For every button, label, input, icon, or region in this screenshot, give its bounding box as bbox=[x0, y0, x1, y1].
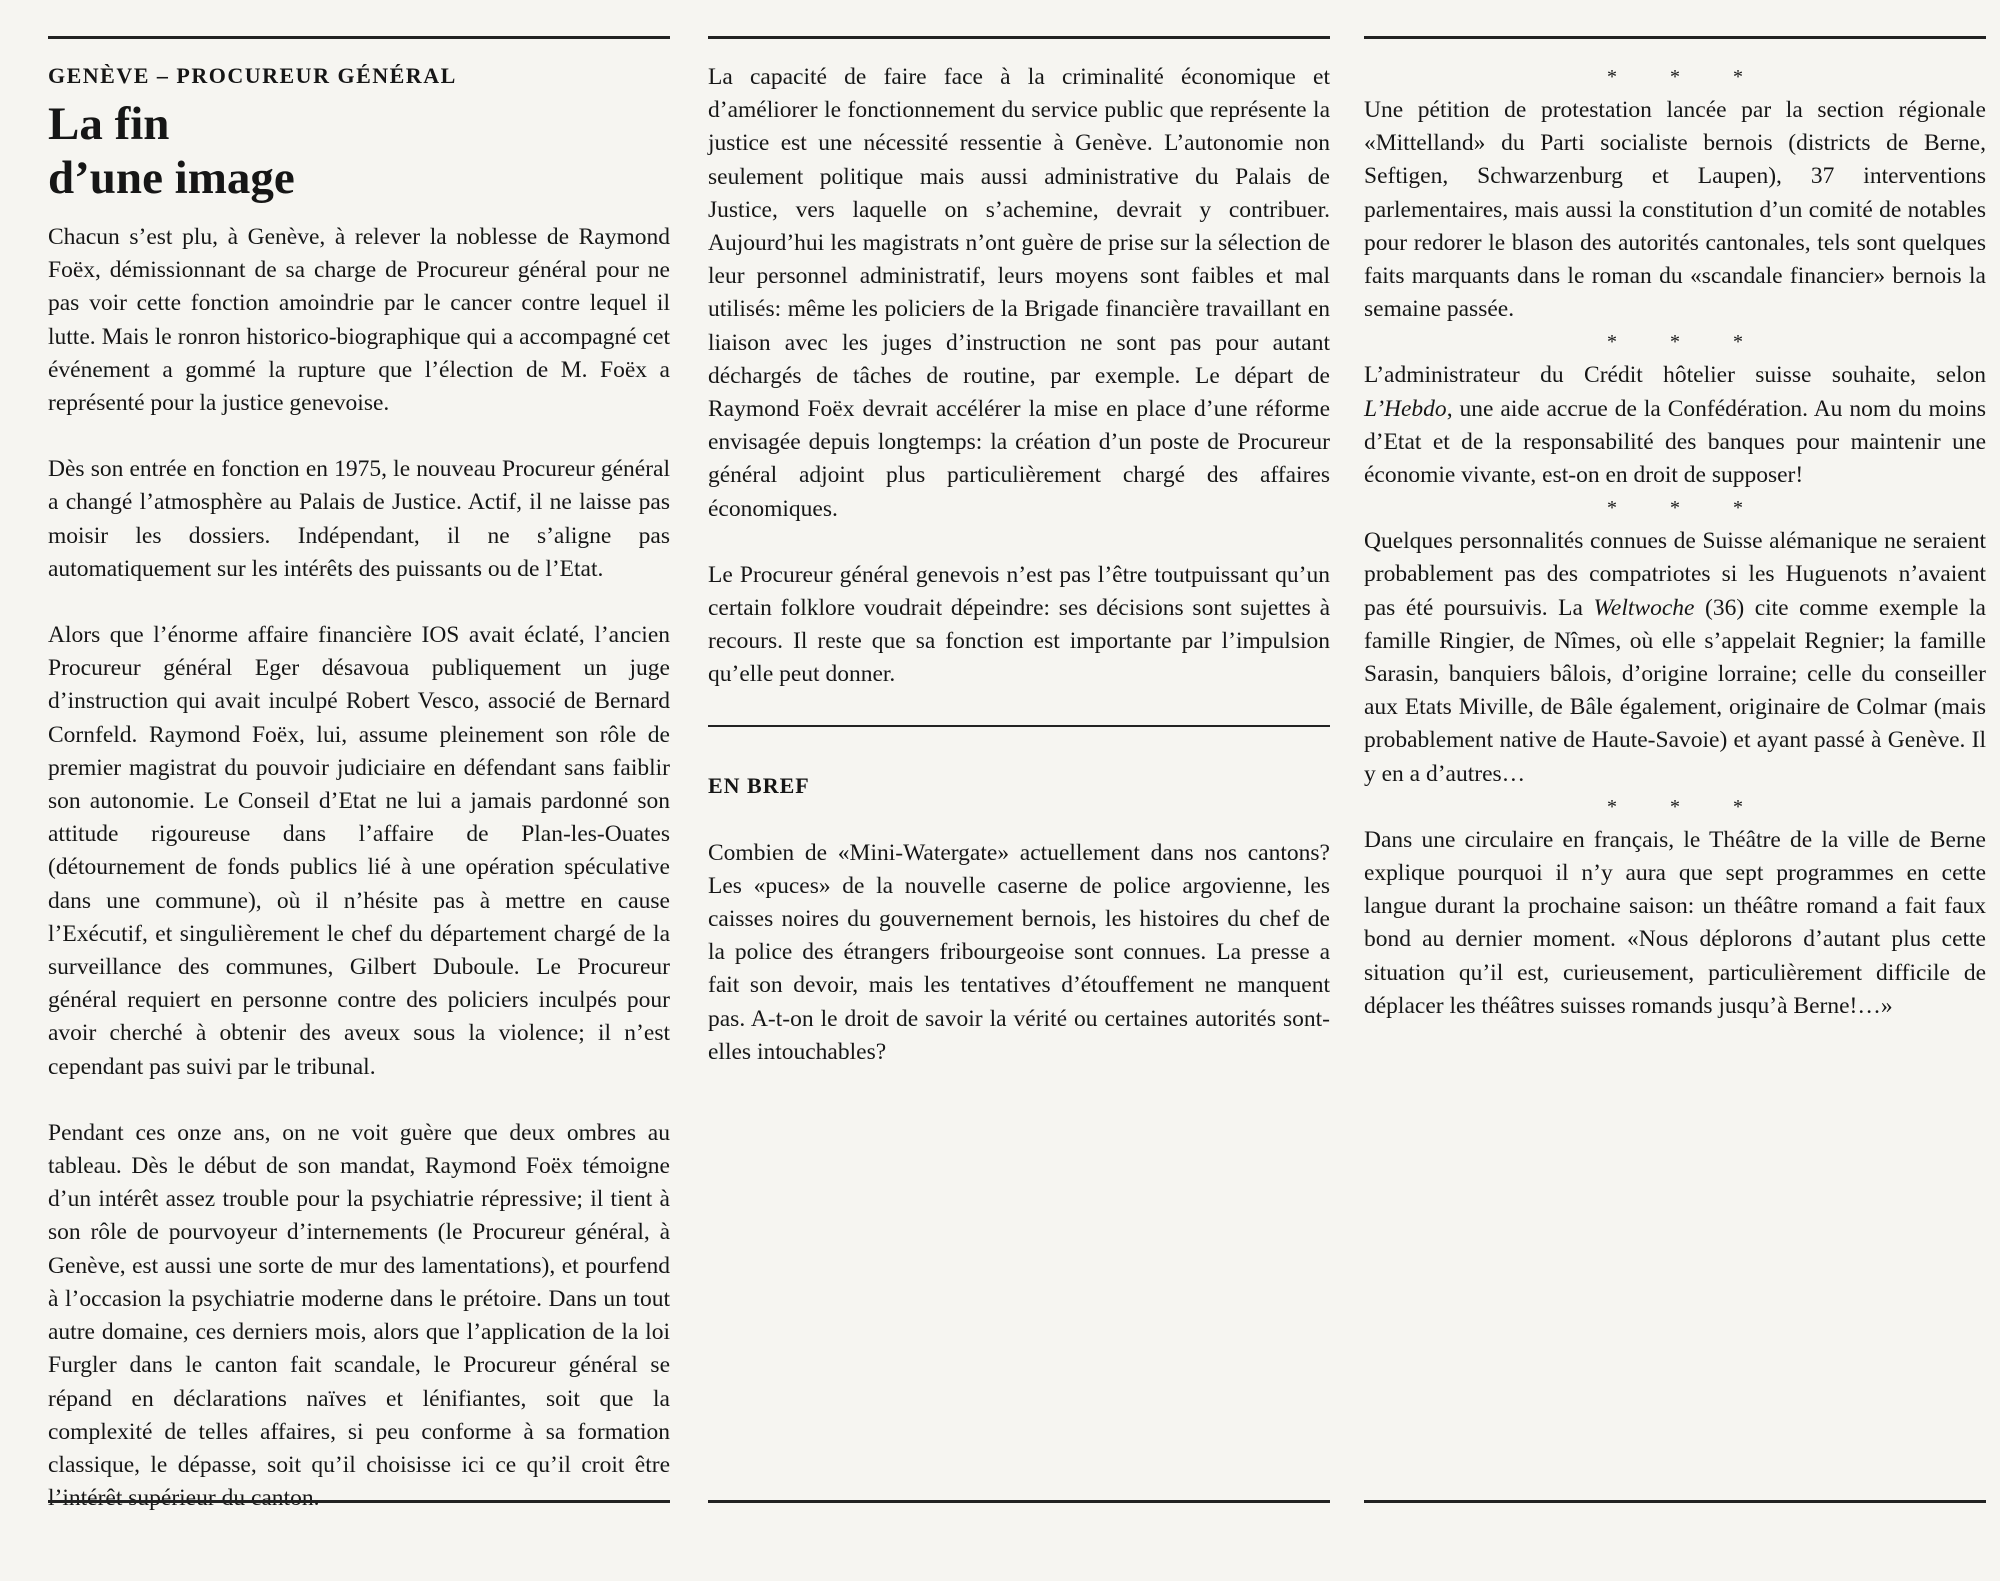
bref-item-3-text: L’administrateur du Crédit hôtelier suisse souhaite, selon bbox=[1364, 362, 1986, 389]
column-1 bbox=[48, 36, 670, 1548]
publication-name: L’Hebdo bbox=[1364, 395, 1447, 422]
title-line-1: La fin bbox=[48, 98, 170, 150]
title-line-2: d’une image bbox=[48, 152, 295, 204]
bref-heading: EN BREF bbox=[708, 772, 810, 798]
column-2 bbox=[708, 36, 1330, 1102]
asterism-separator: * * * bbox=[1607, 66, 1767, 88]
article-paragraph-6: Le Procureur général genevois n’est pas l’être toutpuissant qu’un certain folklore voudrait dépeindre: ses décisions sont sujettes à recours. Il reste que sa fonction est importante par l’impulsion qu’elle peut donner. bbox=[708, 561, 1330, 688]
article-paragraph-3: Alors que l’énorme affaire financière IOS avait éclaté, l’ancien Procureur général Eger désavoua publiquement un juge d’instruction qui avait inculpé Robert Vesco, associé de Bernard Cornfeld. Raymond Foëx, lui, assume pleinement son rôle de premier magistrat du pouvoir judiciaire en défendant sans faiblir son autonomie. Le Conseil d’Etat ne lui a jamais pardonné son attitude rigoureuse dans l’affaire de Plan-les-Ouates (détournement de fonds publics lié à une opération spéculative dans une commune), où il n’hésite pas à mettre en cause l’Exécutif, et singulièrement le chef du département chargé de la surveillance des communes, Gilbert Duboule. Le Procureur général requiert en personne contre des policiers inculpés pour avoir cherché à obtenir des aveux sous la violence; il n’est cependant pas suivi par le tribunal. bbox=[48, 622, 670, 1080]
bref-item-3-text-end: , une aide accrue de la Confédération. Au nom du moins d’Etat et de la responsabilité des banques pour maintenir une économie vivante, est-on en droit de supposer! bbox=[1364, 395, 1986, 489]
article-title bbox=[48, 97, 670, 205]
bref-item-2: Une pétition de protestation lancée par la section régionale «Mittelland» du Parti socialiste bernois (districts de Berne, Seftigen, Schwarzenburg et Laupen), 37 interventions parlementaires, mais aussi la constitution d’un comité de notables pour redorer le blason des autorités cantonales, tels sont quelques faits marquants dans le roman du «scandale financier» bernois la semaine passée. bbox=[1364, 97, 1986, 323]
bref-item-5: Dans une circulaire en français, le Théâtre de la ville de Berne explique pourquoi il n’y aura que sept programmes en cette langue durant la prochaine saison: un théâtre romand a fait faux bond au dernier moment. «Nous déplorons d’autant plus cette situation qu’il est, curieusement, particulièrement difficile de déplacer les théâtres suisses romands jusqu’à Berne!…» bbox=[1364, 826, 1986, 1019]
bref-item-1: Combien de «Mini-Watergate» actuellement dans nos cantons? Les «puces» de la nouvelle caserne de police argovienne, les caisses noires du gouvernement bernois, les histoires du chef de la police des étrangers fribourgeoise sont connues. La presse a fait son devoir, mais les tentatives d’étouffement ne manquent pas. A-t-on le droit de savoir la vérité ou certaines autorités sont-elles intouchables? bbox=[708, 839, 1330, 1065]
top-rule bbox=[708, 36, 1330, 39]
column-3 bbox=[1364, 36, 1986, 1023]
asterism-separator: * * * bbox=[1607, 331, 1767, 354]
bref-item-4-text: Quelques personnalités connues de Suisse alémanique ne seraient probablement pas des compatriotes si les Huguenots n’avaient pas été poursuivis. La bbox=[1364, 528, 1986, 621]
bref-item-4-text-end: (36) cite comme exemple la famille Ringier, de Nîmes, où elle s’appelait Regnier; la famille Sarasin, banquiers bâlois, d’origine lorraine; celle du conseiller aux Etats Miville, de Bâle également, originaire de Colmar (mais probablement native de Haute-Savoie) et ayant passé à Genève. Il y en a d’autres… bbox=[1364, 594, 1986, 787]
bottom-rule bbox=[1364, 1500, 1986, 1503]
article-paragraph-4: Pendant ces onze ans, on ne voit guère que deux ombres au tableau. Dès le début de son mandat, Raymond Foëx témoigne d’un intérêt assez trouble pour la psychiatrie répressive; il tient à son rôle de pourvoyeur d’internements (le Procureur général, à Genève, est aussi une sorte de mur des lamentations), et pourfend à l’occasion la psychiatrie moderne dans le prétoire. Dans un tout autre domaine, ces derniers mois, alors que l’application de la loi Furgler dans le canton fait scandale, le Procureur général se répand en déclarations naïves et lénifiantes, soit que la complexité de telles affaires, si peu conforme à sa formation classique, le dépasse, soit qu’il choisisse ici ce qu’il croit être l’intérêt supérieur du canton. bbox=[48, 1119, 670, 1512]
article-paragraph-2: Dès son entrée en fonction en 1975, le nouveau Procureur général a changé l’atmosphère au Palais de Justice. Actif, il ne laisse pas moisir les dossiers. Indépendant, il ne s’aligne pas automatiquement sur les intérêts des puissants ou de l’Etat. bbox=[48, 456, 670, 582]
bottom-rule bbox=[708, 1500, 1330, 1503]
article-kicker: GENÈVE – PROCUREUR GÉNÉRAL bbox=[48, 63, 457, 88]
article-paragraph-5: La capacité de faire face à la criminalité économique et d’améliorer le fonctionnement du service public que représente la justice est une nécessité ressentie à Genève. L’autonomie non seulement politique mais aussi administrative du Palais de Justice, vers laquelle on s’achemine, devrait y contribuer. Aujourd’hui les magistrats n’ont guère de prise sur la sélection de leur personnel administratif, leurs moyens sont faibles et mal utilisés: même les policiers de la Brigade financière travaillant en liaison avec les juges d’instruction ne sont pas pour autant déchargés de tâches de routine, par exemple. Le départ de Raymond Foëx devrait accélérer la mise en place d’une réforme envisagée depuis longtemps: la création d’un poste de Procureur général adjoint plus particulièrement chargé des affaires économiques. bbox=[708, 64, 1330, 522]
asterism-separator: * * * bbox=[1607, 795, 1767, 818]
section-divider bbox=[708, 725, 1330, 727]
top-rule bbox=[48, 36, 670, 39]
asterism-separator: * * * bbox=[1607, 497, 1767, 520]
bref-item-4 bbox=[1364, 525, 1986, 791]
bottom-rule bbox=[48, 1500, 670, 1503]
bref-item-3 bbox=[1364, 359, 1986, 492]
article-paragraph-1: Chacun s’est plu, à Genève, à relever la noblesse de Raymond Foëx, démissionnant de sa charge de Procureur général pour ne pas voir cette fonction amoindrie par le cancer contre lequel il lutte. Mais le ronron historico-biographique qui a accompagné cet événement a gommé la rupture que l’élection de M. Foëx a représenté pour la justice genevoise. bbox=[48, 224, 670, 417]
top-rule bbox=[1364, 36, 1986, 39]
publication-name: Weltwoche bbox=[1593, 594, 1695, 621]
